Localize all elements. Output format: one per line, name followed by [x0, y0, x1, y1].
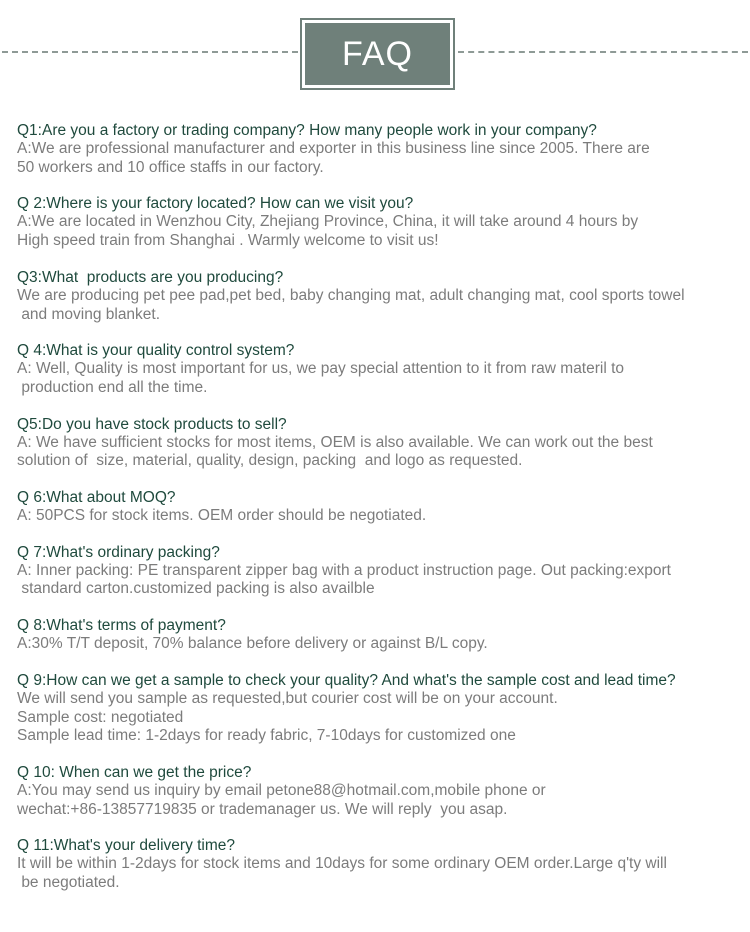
faq-question: Q 4:What is your quality control system? — [17, 342, 295, 360]
faq-question: Q5:Do you have stock products to sell? — [17, 415, 287, 433]
faq-question: Q 11:What's your delivery time? — [17, 837, 236, 855]
faq-answer-line: standard carton.customized packing is also availble — [17, 580, 375, 598]
faq-answer-line: wechat:+86-13857719835 or trademanager us. We will reply you asap. — [17, 800, 508, 818]
faq-answer-line: High speed train from Shanghai . Warmly welcome to visit us! — [17, 232, 439, 250]
faq-question: Q 9:How can we get a sample to check your quality? And what's the sample cost and lead time? — [17, 671, 676, 689]
faq-item — [17, 341, 745, 397]
faq-answer-line: A: Well, Quality is most important for us, we pay special attention to it from raw materil to — [17, 360, 625, 378]
faq-answer-line: A: Inner packing: PE transparent zipper bag with a product instruction page. Out packing:export — [17, 561, 671, 579]
faq-item — [17, 268, 745, 324]
faq-answer-line: 50 workers and 10 office staffs in our factory. — [17, 158, 324, 176]
faq-item — [17, 121, 745, 177]
faq-answer-line: production end all the time. — [17, 378, 208, 396]
faq-item — [17, 763, 745, 819]
faq-answer-line: A: We have sufficient stocks for most items, OEM is also available. We can work out the best — [17, 433, 653, 451]
faq-answer-line: solution of size, material, quality, design, packing and logo as requested. — [17, 452, 523, 470]
faq-question: Q 6:What about MOQ? — [17, 489, 176, 507]
faq-answer-line: Sample cost: negotiated — [17, 708, 184, 726]
faq-answer-line: Sample lead time: 1-2days for ready fabric, 7-10days for customized one — [17, 727, 516, 745]
faq-answer-line: A:We are professional manufacturer and exporter in this business line since 2005. There are — [17, 140, 650, 157]
faq-title-badge — [300, 18, 455, 90]
faq-item — [17, 616, 745, 654]
faq-answer-line: and moving blanket. — [17, 305, 161, 323]
faq-answer-line: A:We are located in Wenzhou City, Zhejiang Province, China, it will take around 4 hours by — [17, 213, 639, 231]
faq-question: Q 7:What's ordinary packing? — [17, 543, 220, 561]
faq-item — [17, 488, 745, 526]
faq-question: Q1:Are you a factory or trading company? How many people work in your company? — [17, 122, 597, 139]
header-divider-left — [2, 51, 298, 53]
header-divider-right — [458, 51, 748, 53]
faq-question: Q 10: When can we get the price? — [17, 763, 252, 781]
faq-item — [17, 415, 745, 471]
faq-item — [17, 836, 745, 892]
faq-answer-line: We are producing pet pee pad,pet bed, baby changing mat, adult changing mat, cool sports towel — [17, 286, 685, 304]
faq-question: Q 8:What's terms of payment? — [17, 617, 226, 635]
faq-answer-line: We will send you sample as requested,but courier cost will be on your account. — [17, 689, 558, 707]
page-title: FAQ — [305, 23, 450, 85]
faq-answer-line: It will be within 1-2days for stock items and 10days for some ordinary OEM order.Large q'ty will — [17, 855, 667, 873]
faq-header — [0, 0, 750, 110]
faq-item — [17, 194, 745, 250]
faq-answer-line: A:30% T/T deposit, 70% balance before delivery or against B/L copy. — [17, 635, 488, 653]
faq-question: Q 2:Where is your factory located? How can we visit you? — [17, 195, 414, 213]
faq-answer-line: A: 50PCS for stock items. OEM order should be negotiated. — [17, 507, 427, 525]
faq-answer-line: be negotiated. — [17, 874, 120, 892]
faq-list — [17, 121, 745, 910]
faq-item — [17, 671, 745, 746]
faq-question: Q3:What products are you producing? — [17, 268, 284, 286]
faq-item — [17, 543, 745, 599]
faq-answer-line: A:You may send us inquiry by email petone88@hotmail.com,mobile phone or — [17, 781, 546, 799]
